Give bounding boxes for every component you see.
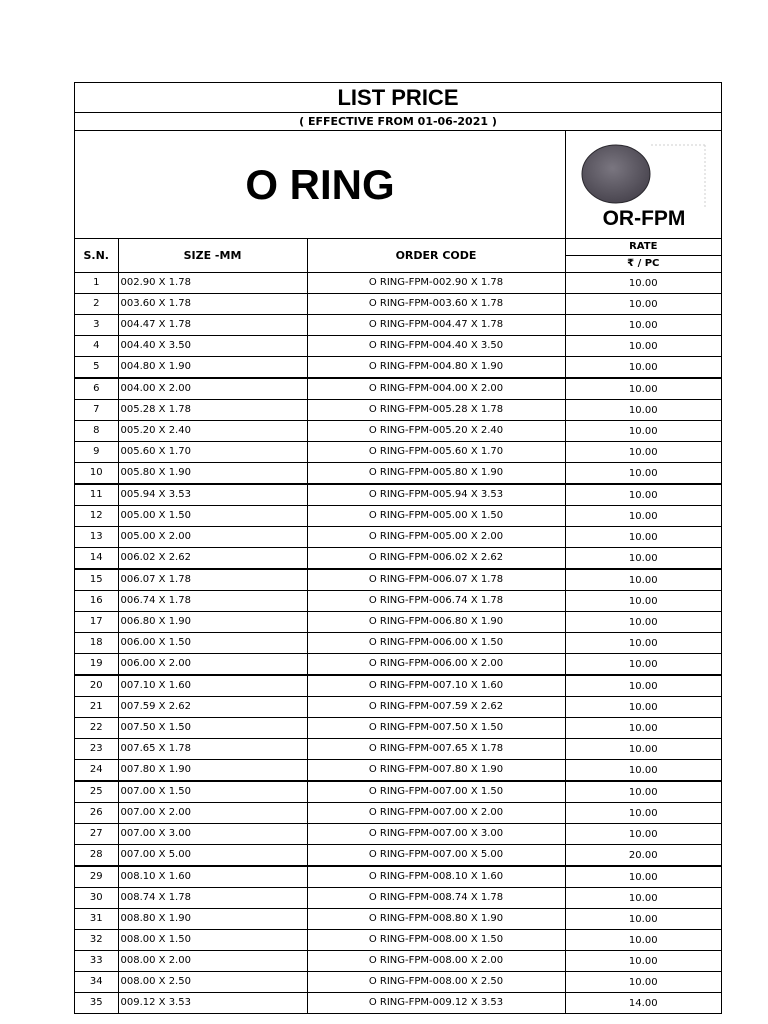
cell-rate: 10.00 bbox=[565, 803, 721, 824]
product-banner bbox=[75, 131, 721, 239]
cell-size: 007.00 X 5.00 bbox=[118, 845, 307, 867]
price-list-sheet bbox=[74, 82, 722, 1014]
cell-sn: 31 bbox=[75, 909, 118, 930]
cell-rate: 10.00 bbox=[565, 718, 721, 739]
table-row bbox=[75, 569, 721, 591]
cell-sn: 5 bbox=[75, 357, 118, 379]
cell-order-code: O RING-FPM-004.47 X 1.78 bbox=[307, 315, 565, 336]
cell-order-code: O RING-FPM-005.28 X 1.78 bbox=[307, 400, 565, 421]
cell-size: 007.00 X 3.00 bbox=[118, 824, 307, 845]
cell-sn: 23 bbox=[75, 739, 118, 760]
cell-size: 002.90 X 1.78 bbox=[118, 273, 307, 294]
table-row bbox=[75, 400, 721, 421]
cell-rate: 10.00 bbox=[565, 548, 721, 570]
cell-rate: 10.00 bbox=[565, 951, 721, 972]
cell-rate: 10.00 bbox=[565, 400, 721, 421]
cell-rate: 10.00 bbox=[565, 442, 721, 463]
table-row bbox=[75, 824, 721, 845]
table-row bbox=[75, 845, 721, 867]
cell-sn: 25 bbox=[75, 781, 118, 803]
table-row bbox=[75, 888, 721, 909]
cell-rate: 10.00 bbox=[565, 888, 721, 909]
table-row bbox=[75, 336, 721, 357]
cell-order-code: O RING-FPM-004.00 X 2.00 bbox=[307, 378, 565, 400]
cell-size: 005.80 X 1.90 bbox=[118, 463, 307, 485]
cell-order-code: O RING-FPM-007.10 X 1.60 bbox=[307, 675, 565, 697]
cell-size: 008.80 X 1.90 bbox=[118, 909, 307, 930]
cell-sn: 17 bbox=[75, 612, 118, 633]
cell-size: 004.80 X 1.90 bbox=[118, 357, 307, 379]
cell-size: 007.00 X 2.00 bbox=[118, 803, 307, 824]
cell-rate: 10.00 bbox=[565, 484, 721, 506]
table-row bbox=[75, 484, 721, 506]
cell-sn: 27 bbox=[75, 824, 118, 845]
table-row bbox=[75, 527, 721, 548]
cell-size: 006.00 X 2.00 bbox=[118, 654, 307, 676]
price-table bbox=[75, 239, 721, 1013]
cell-rate: 10.00 bbox=[565, 697, 721, 718]
table-row bbox=[75, 760, 721, 782]
cell-order-code: O RING-FPM-008.00 X 1.50 bbox=[307, 930, 565, 951]
product-code-label: OR-FPM bbox=[602, 207, 686, 230]
table-row bbox=[75, 697, 721, 718]
cell-size: 006.00 X 1.50 bbox=[118, 633, 307, 654]
cell-order-code: O RING-FPM-006.00 X 2.00 bbox=[307, 654, 565, 676]
table-row bbox=[75, 654, 721, 676]
cell-rate: 10.00 bbox=[565, 421, 721, 442]
cell-size: 005.28 X 1.78 bbox=[118, 400, 307, 421]
cell-sn: 7 bbox=[75, 400, 118, 421]
cell-order-code: O RING-FPM-008.80 X 1.90 bbox=[307, 909, 565, 930]
cell-sn: 34 bbox=[75, 972, 118, 993]
cell-sn: 16 bbox=[75, 591, 118, 612]
cell-sn: 10 bbox=[75, 463, 118, 485]
table-row bbox=[75, 357, 721, 379]
cell-size: 008.00 X 2.00 bbox=[118, 951, 307, 972]
cell-order-code: O RING-FPM-007.65 X 1.78 bbox=[307, 739, 565, 760]
table-row bbox=[75, 718, 721, 739]
column-header-sn: S.N. bbox=[75, 239, 118, 273]
cell-sn: 32 bbox=[75, 930, 118, 951]
table-row bbox=[75, 930, 721, 951]
cell-order-code: O RING-FPM-007.00 X 3.00 bbox=[307, 824, 565, 845]
cell-order-code: O RING-FPM-003.60 X 1.78 bbox=[307, 294, 565, 315]
cell-sn: 15 bbox=[75, 569, 118, 591]
cell-sn: 12 bbox=[75, 506, 118, 527]
cell-size: 006.07 X 1.78 bbox=[118, 569, 307, 591]
cell-order-code: O RING-FPM-005.00 X 1.50 bbox=[307, 506, 565, 527]
table-row bbox=[75, 972, 721, 993]
cell-order-code: O RING-FPM-007.59 X 2.62 bbox=[307, 697, 565, 718]
cell-sn: 13 bbox=[75, 527, 118, 548]
cell-sn: 9 bbox=[75, 442, 118, 463]
column-header-rate bbox=[565, 239, 721, 273]
cell-order-code: O RING-FPM-006.00 X 1.50 bbox=[307, 633, 565, 654]
cell-rate: 10.00 bbox=[565, 909, 721, 930]
cell-rate: 10.00 bbox=[565, 506, 721, 527]
cell-order-code: O RING-FPM-005.20 X 2.40 bbox=[307, 421, 565, 442]
cell-sn: 11 bbox=[75, 484, 118, 506]
cell-size: 006.02 X 2.62 bbox=[118, 548, 307, 570]
table-row bbox=[75, 591, 721, 612]
cell-sn: 28 bbox=[75, 845, 118, 867]
cell-size: 005.20 X 2.40 bbox=[118, 421, 307, 442]
table-row bbox=[75, 315, 721, 336]
table-row bbox=[75, 993, 721, 1014]
cell-sn: 14 bbox=[75, 548, 118, 570]
cell-rate: 10.00 bbox=[565, 612, 721, 633]
cell-size: 009.12 X 3.53 bbox=[118, 993, 307, 1014]
cell-size: 008.74 X 1.78 bbox=[118, 888, 307, 909]
cell-rate: 10.00 bbox=[565, 972, 721, 993]
table-row bbox=[75, 506, 721, 527]
cell-size: 005.60 X 1.70 bbox=[118, 442, 307, 463]
cell-order-code: O RING-FPM-007.00 X 2.00 bbox=[307, 803, 565, 824]
cell-sn: 21 bbox=[75, 697, 118, 718]
cell-rate: 20.00 bbox=[565, 845, 721, 867]
cell-order-code: O RING-FPM-005.80 X 1.90 bbox=[307, 463, 565, 485]
cell-size: 005.94 X 3.53 bbox=[118, 484, 307, 506]
cell-rate: 10.00 bbox=[565, 781, 721, 803]
table-row bbox=[75, 866, 721, 888]
cell-size: 006.80 X 1.90 bbox=[118, 612, 307, 633]
table-row bbox=[75, 463, 721, 485]
cell-rate: 10.00 bbox=[565, 760, 721, 782]
cell-size: 007.65 X 1.78 bbox=[118, 739, 307, 760]
cell-rate: 14.00 bbox=[565, 993, 721, 1014]
cell-size: 003.60 X 1.78 bbox=[118, 294, 307, 315]
cell-rate: 10.00 bbox=[565, 336, 721, 357]
o-ring-image bbox=[581, 141, 709, 209]
cell-sn: 22 bbox=[75, 718, 118, 739]
cell-rate: 10.00 bbox=[565, 675, 721, 697]
cell-sn: 2 bbox=[75, 294, 118, 315]
cell-size: 007.80 X 1.90 bbox=[118, 760, 307, 782]
cell-order-code: O RING-FPM-008.10 X 1.60 bbox=[307, 866, 565, 888]
cell-rate: 10.00 bbox=[565, 930, 721, 951]
cell-size: 008.10 X 1.60 bbox=[118, 866, 307, 888]
cell-order-code: O RING-FPM-008.74 X 1.78 bbox=[307, 888, 565, 909]
table-row bbox=[75, 633, 721, 654]
table-row bbox=[75, 273, 721, 294]
cell-order-code: O RING-FPM-008.00 X 2.00 bbox=[307, 951, 565, 972]
table-row bbox=[75, 739, 721, 760]
cell-rate: 10.00 bbox=[565, 294, 721, 315]
cell-sn: 1 bbox=[75, 273, 118, 294]
cell-sn: 3 bbox=[75, 315, 118, 336]
cell-rate: 10.00 bbox=[565, 591, 721, 612]
cell-sn: 19 bbox=[75, 654, 118, 676]
column-header-size: SIZE -MM bbox=[118, 239, 307, 273]
column-header-order-code: ORDER CODE bbox=[307, 239, 565, 273]
cell-size: 006.74 X 1.78 bbox=[118, 591, 307, 612]
table-row bbox=[75, 294, 721, 315]
table-row bbox=[75, 442, 721, 463]
cell-order-code: O RING-FPM-006.07 X 1.78 bbox=[307, 569, 565, 591]
cell-size: 007.00 X 1.50 bbox=[118, 781, 307, 803]
cell-rate: 10.00 bbox=[565, 315, 721, 336]
cell-sn: 26 bbox=[75, 803, 118, 824]
cell-size: 004.00 X 2.00 bbox=[118, 378, 307, 400]
cell-size: 007.59 X 2.62 bbox=[118, 697, 307, 718]
cell-sn: 24 bbox=[75, 760, 118, 782]
cell-order-code: O RING-FPM-004.80 X 1.90 bbox=[307, 357, 565, 379]
cell-rate: 10.00 bbox=[565, 527, 721, 548]
table-row bbox=[75, 781, 721, 803]
cell-order-code: O RING-FPM-009.12 X 3.53 bbox=[307, 993, 565, 1014]
effective-date: ( EFFECTIVE FROM 01-06-2021 ) bbox=[75, 113, 721, 131]
cell-order-code: O RING-FPM-007.80 X 1.90 bbox=[307, 760, 565, 782]
cell-sn: 29 bbox=[75, 866, 118, 888]
cell-order-code: O RING-FPM-007.00 X 5.00 bbox=[307, 845, 565, 867]
cell-order-code: O RING-FPM-008.00 X 2.50 bbox=[307, 972, 565, 993]
cell-order-code: O RING-FPM-007.50 X 1.50 bbox=[307, 718, 565, 739]
page-title: LIST PRICE bbox=[75, 83, 721, 113]
cell-rate: 10.00 bbox=[565, 357, 721, 379]
cell-rate: 10.00 bbox=[565, 739, 721, 760]
cell-size: 007.50 X 1.50 bbox=[118, 718, 307, 739]
cell-size: 008.00 X 1.50 bbox=[118, 930, 307, 951]
cell-sn: 33 bbox=[75, 951, 118, 972]
cell-sn: 30 bbox=[75, 888, 118, 909]
table-row bbox=[75, 612, 721, 633]
cell-order-code: O RING-FPM-006.02 X 2.62 bbox=[307, 548, 565, 570]
cell-order-code: O RING-FPM-004.40 X 3.50 bbox=[307, 336, 565, 357]
cell-sn: 8 bbox=[75, 421, 118, 442]
cell-order-code: O RING-FPM-007.00 X 1.50 bbox=[307, 781, 565, 803]
rate-label: RATE bbox=[566, 239, 722, 256]
cell-rate: 10.00 bbox=[565, 824, 721, 845]
table-row bbox=[75, 421, 721, 442]
cell-rate: 10.00 bbox=[565, 273, 721, 294]
cell-order-code: O RING-FPM-005.60 X 1.70 bbox=[307, 442, 565, 463]
table-row bbox=[75, 378, 721, 400]
cell-rate: 10.00 bbox=[565, 633, 721, 654]
cell-rate: 10.00 bbox=[565, 569, 721, 591]
cell-order-code: O RING-FPM-006.80 X 1.90 bbox=[307, 612, 565, 633]
cell-sn: 18 bbox=[75, 633, 118, 654]
product-title: O RING bbox=[245, 161, 395, 208]
cell-rate: 10.00 bbox=[565, 463, 721, 485]
table-row bbox=[75, 548, 721, 570]
cell-order-code: O RING-FPM-002.90 X 1.78 bbox=[307, 273, 565, 294]
cell-sn: 20 bbox=[75, 675, 118, 697]
cell-size: 004.47 X 1.78 bbox=[118, 315, 307, 336]
table-row bbox=[75, 951, 721, 972]
table-row bbox=[75, 909, 721, 930]
rate-unit: ₹ / PC bbox=[627, 258, 660, 269]
table-row bbox=[75, 803, 721, 824]
cell-size: 008.00 X 2.50 bbox=[118, 972, 307, 993]
product-image-cell bbox=[565, 131, 722, 238]
cell-size: 005.00 X 1.50 bbox=[118, 506, 307, 527]
cell-rate: 10.00 bbox=[565, 378, 721, 400]
cell-sn: 35 bbox=[75, 993, 118, 1014]
cell-size: 007.10 X 1.60 bbox=[118, 675, 307, 697]
cell-rate: 10.00 bbox=[565, 654, 721, 676]
cell-size: 004.40 X 3.50 bbox=[118, 336, 307, 357]
cell-rate: 10.00 bbox=[565, 866, 721, 888]
cell-sn: 4 bbox=[75, 336, 118, 357]
cell-sn: 6 bbox=[75, 378, 118, 400]
cell-order-code: O RING-FPM-005.94 X 3.53 bbox=[307, 484, 565, 506]
cell-size: 005.00 X 2.00 bbox=[118, 527, 307, 548]
table-row bbox=[75, 675, 721, 697]
cell-order-code: O RING-FPM-006.74 X 1.78 bbox=[307, 591, 565, 612]
cell-order-code: O RING-FPM-005.00 X 2.00 bbox=[307, 527, 565, 548]
